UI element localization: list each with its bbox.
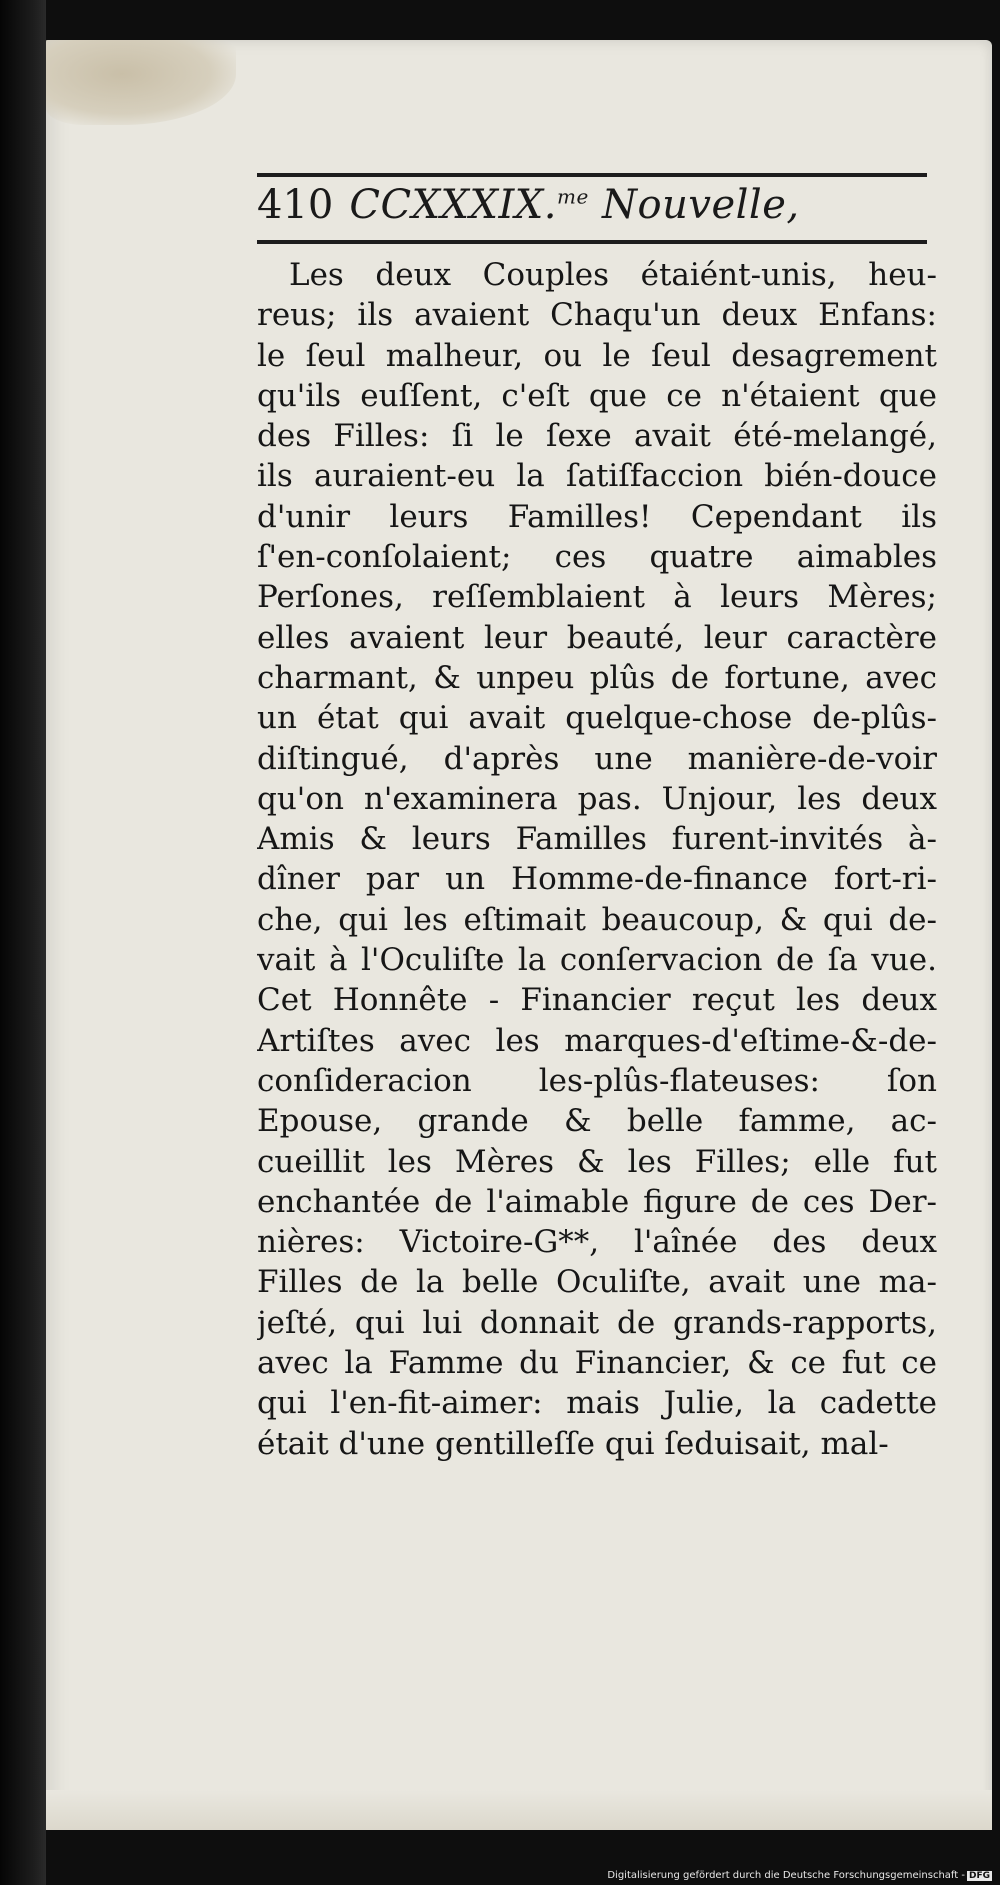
text-line: d'unir leurs Familles! Cependant ils (257, 498, 937, 535)
page-number: 410 (257, 182, 334, 228)
text-line: qui l'en-fit-aimer: mais Julie, la cadette (257, 1385, 937, 1422)
body-text (257, 255, 937, 1464)
text-line: Perſones, reſſemblaient à leurs Mères; (257, 579, 937, 616)
text-line: elles avaient leur beauté, leur caractère (257, 619, 937, 656)
text-line: dîner par un Homme-de-finance fort-ri- (257, 861, 937, 898)
dfg-logo: DFG (968, 1871, 990, 1881)
running-head-superscript: me (557, 184, 589, 209)
text-line: avec la Famme du Financier, & ce fut ce (257, 1345, 937, 1382)
text-line: Epouse, grande & belle famme, ac- (257, 1103, 937, 1140)
text-line: qu'on n'examinera pas. Unjour, les deux (257, 780, 937, 817)
page-bottom-edge (46, 1790, 992, 1830)
text-line: Artiſtes avec les marques-d'eſtime-&-de- (257, 1022, 937, 1059)
text-line: diſtingué, d'après une manière-de-voir (257, 740, 937, 777)
text-line: était d'une gentilleſſe qui ſeduisait, mal- (257, 1425, 889, 1462)
text-line: nières: Victoire-G**, l'aînée des deux (257, 1224, 937, 1261)
text-line: Amis & leurs Familles furent-invités à- (257, 821, 937, 858)
text-line: vait à l'Oculiſte la conſervacion de ſa vue. (257, 942, 937, 979)
running-head-numeral: CCXXXIX. (349, 182, 557, 228)
text-line: Filles de la belle Oculiſte, avait une ma- (257, 1264, 937, 1301)
book-binding (0, 0, 46, 1885)
text-line: ſ'en-conſolaient; ces quatre aimables (257, 539, 937, 576)
text-line: che, qui les eſtimait beaucoup, & qui de- (257, 901, 937, 938)
text-line: charmant, & unpeu plûs de fortune, avec (257, 659, 937, 696)
text-line: qu'ils euſſent, c'eſt que ce n'étaient que (257, 377, 937, 414)
text-line: reus; ils avaient Chaqu'un deux Enfans: (257, 297, 937, 334)
header-rule-top (257, 173, 927, 177)
text-line: cueillit les Mères & les Filles; elle fut (257, 1143, 937, 1180)
text-line: des Filles: ſi le ſexe avait été-melangé, (257, 418, 937, 455)
text-line: ils auraient-eu la ſatiſfaccion bién-douce (257, 458, 937, 495)
digitization-note (607, 1870, 992, 1881)
page-stain (46, 40, 236, 125)
text-line: enchantée de l'aimable figure de ces Der- (257, 1183, 937, 1220)
text-line: Cet Honnête - Financier reçut les deux (257, 982, 937, 1019)
text-line: Les deux Couples étaiént-unis, heu- (289, 257, 937, 293)
running-head-title: Nouvelle, (588, 182, 800, 228)
text-line: conſideracion les-plûs-flateuses: ſon (257, 1062, 937, 1099)
digitization-note-text: Digitalisierung gefördert durch die Deutsche Forschungsgemeinschaft - (607, 1870, 965, 1881)
text-line: jeſté, qui lui donnait de grands-rapports, (257, 1304, 937, 1341)
header-rule-bottom (257, 240, 927, 244)
text-line: le ſeul malheur, ou le ſeul desagrement (257, 337, 937, 374)
page-header (257, 182, 927, 238)
text-line: un état qui avait quelque-chose de-plûs- (257, 700, 937, 737)
running-head (349, 182, 799, 228)
